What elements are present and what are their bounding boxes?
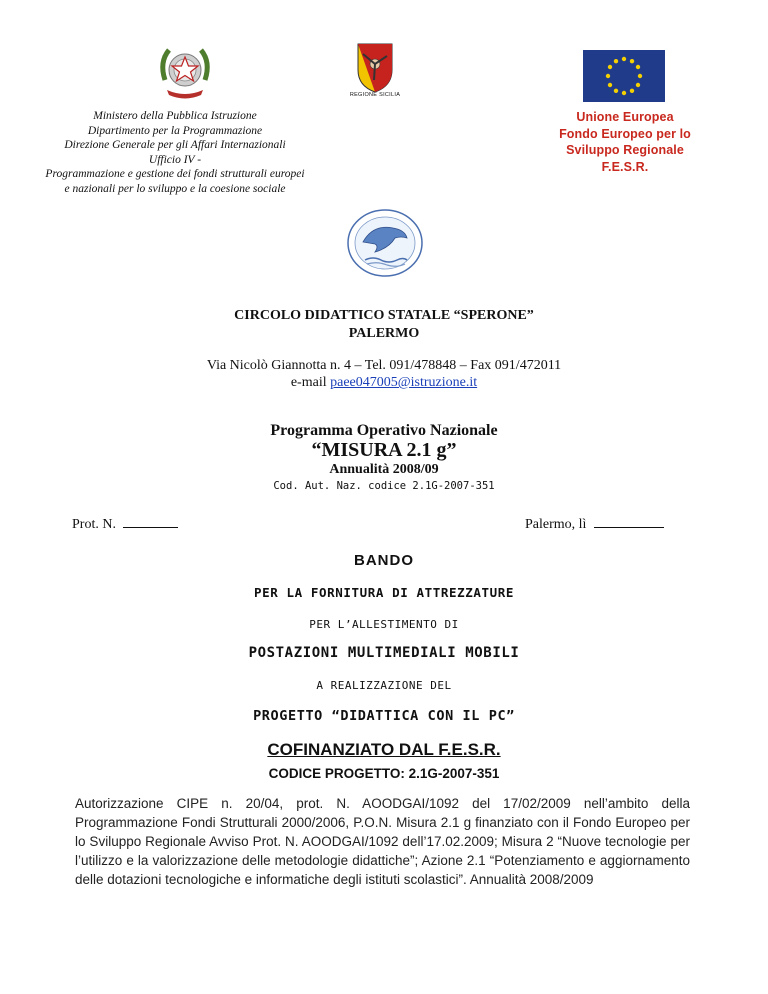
bando-realizzazione: A REALIZZAZIONE DEL xyxy=(316,679,452,692)
eu-line: Unione Europea xyxy=(576,110,674,124)
authorization-paragraph: Autorizzazione CIPE n. 20/04, prot. N. AOODGAI/1092 del 17/02/2009 nell’ambito della Programmazione Fondi Strutturali 2000/2006, P.O.N. Misura 2.1 g finanziato con il Fondo Europeo per lo Sviluppo Regionale Avviso Prot. N. AOODGAI/1092 dell’17.02.2009; Misura 2 “Nuove tecnologie per l’utilizzo e la valorizzazione delle metodologie didattiche”; Azione 2.1 “Potenziamento e aggiornamento delle dotazioni tecnologiche e informatiche degli istituti scolastici”. Annualità 2008/2009 xyxy=(75,796,690,887)
program-annualita: Annualità 2008/09 xyxy=(329,462,439,477)
eu-flag xyxy=(583,50,665,102)
prot-label: Prot. N. xyxy=(72,517,116,532)
bando-allestimento: PER L’ALLESTIMENTO DI xyxy=(309,618,459,631)
email-link[interactable]: paee047005@istruzione.it xyxy=(330,375,478,390)
ministry-line: e nazionali per lo sviluppo e la coesione sociale xyxy=(64,182,286,195)
school-dolphin-logo xyxy=(345,208,425,278)
date-blank xyxy=(594,513,664,528)
protocol-number xyxy=(72,513,178,533)
school-name: CIRCOLO DIDATTICO STATALE “SPERONE” xyxy=(234,308,534,323)
email-prefix: e-mail xyxy=(290,375,331,390)
eu-line: Fondo Europeo per lo xyxy=(559,126,691,141)
protocol-place-date xyxy=(525,513,664,533)
school-city: PALERMO xyxy=(348,326,420,341)
eu-line: Sviluppo Regionale xyxy=(566,143,684,157)
palermo-label: Palermo, lì xyxy=(525,517,587,532)
ministry-line: Ministero della Pubblica Istruzione xyxy=(93,110,257,122)
bando-postazioni: POSTAZIONI MULTIMEDIALI MOBILI xyxy=(248,645,520,661)
school-address: Via Nicolò Giannotta n. 4 – Tel. 091/478848 – Fax 091/472011 xyxy=(206,358,562,373)
prot-blank xyxy=(123,513,178,528)
bando-cofinanziato: COFINANZIATO DAL F.E.S.R. xyxy=(267,740,501,759)
ministry-header xyxy=(30,109,320,196)
bando-fornitura: PER LA FORNITURA DI ATTREZZATURE xyxy=(253,585,515,600)
program-misura: “MISURA 2.1 g” xyxy=(311,439,457,461)
ministry-line: Direzione Generale per gli Affari Internazionali xyxy=(64,139,286,151)
school-email-line xyxy=(0,375,768,391)
bando-title: BANDO xyxy=(354,552,414,569)
program-cod-aut: Cod. Aut. Naz. codice 2.1G-2007-351 xyxy=(273,480,495,492)
region-caption: REGIONE SICILIA xyxy=(349,92,401,98)
regione-sicilia-emblem xyxy=(350,40,400,100)
bando-progetto: PROGETTO “DIDATTICA CON IL PC” xyxy=(253,708,515,724)
italian-republic-emblem xyxy=(155,40,215,102)
bando-codice-progetto: CODICE PROGETTO: 2.1G-2007-351 xyxy=(268,766,500,781)
program-title: Programma Operativo Nazionale xyxy=(270,422,498,439)
ministry-line: Ufficio IV - xyxy=(148,153,202,166)
ministry-line: Dipartimento per la Programmazione xyxy=(87,124,263,137)
eu-fund-header xyxy=(555,109,695,175)
eu-line: F.E.S.R. xyxy=(601,159,649,174)
ministry-line: Programmazione e gestione dei fondi strutturali europei xyxy=(45,168,305,180)
